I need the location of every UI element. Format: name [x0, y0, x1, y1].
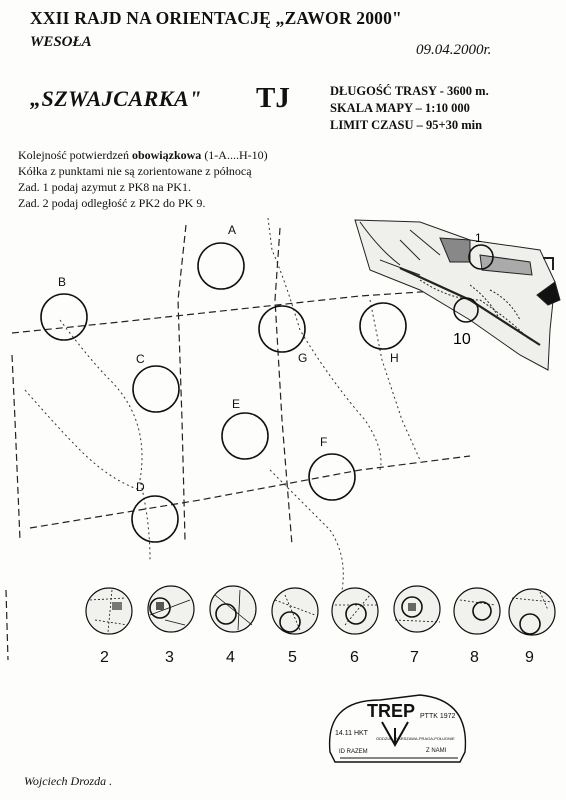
snippet-number: 8 — [470, 649, 479, 666]
dotted-paths — [25, 218, 420, 600]
control-circle-d — [132, 496, 178, 542]
stamp-emblem-icon — [382, 722, 408, 745]
route-name: „SZWAJCARKA" — [30, 86, 202, 111]
snippet-5 — [272, 588, 318, 666]
control-label-d: D — [136, 480, 145, 494]
control-circle-c — [133, 366, 179, 412]
instruction-line: Zad. 1 podaj azymut z PK8 na PK1. — [18, 180, 191, 194]
event-title: XXII RAJD NA ORIENTACJĘ „ZAWOR 2000" — [30, 8, 402, 28]
snippet-number: 2 — [100, 649, 109, 666]
snippet-7 — [394, 586, 440, 666]
route-length: DŁUGOŚĆ TRASY - 3600 m. — [330, 84, 489, 98]
stamp-bottom-right: Z NAMI — [426, 748, 447, 754]
map-snippets — [86, 586, 555, 666]
snippet-number: 5 — [288, 649, 297, 666]
event-date: 09.04.2000r. — [416, 42, 492, 58]
stamp-left: 14.11 HKT — [335, 730, 368, 737]
snippet-3 — [148, 586, 194, 666]
control-label-h: H — [390, 351, 399, 365]
snippet-number: 6 — [350, 649, 359, 666]
snippet-4 — [210, 586, 256, 666]
map-scale: SKALA MAPY – 1:10 000 — [330, 101, 470, 115]
control-circle-b — [41, 294, 87, 340]
control-label-a: A — [228, 223, 237, 237]
snippet-number: 4 — [226, 649, 235, 666]
instruction-suffix: (1-A....H-10) — [201, 148, 268, 162]
instruction-prefix: Kolejność potwierdzeń — [18, 148, 132, 162]
control-label-f: F — [320, 435, 328, 449]
stamp-right: PTTK 1972 — [420, 713, 456, 720]
control-label-g: G — [298, 351, 308, 365]
snippet-number: 7 — [410, 649, 419, 666]
time-limit: LIMIT CZASU – 95+30 min — [330, 118, 483, 132]
stamp-name: TREP — [367, 701, 416, 721]
event-place: WESOŁA — [30, 34, 92, 50]
control-points — [41, 243, 406, 542]
control-label-b: B — [58, 275, 67, 289]
marker-label: 1 — [475, 231, 482, 245]
club-stamp — [330, 695, 466, 762]
control-circle-f — [309, 454, 355, 500]
control-label-e: E — [232, 397, 241, 411]
instruction-line: Zad. 2 podaj odległość z PK2 do PK 9. — [18, 196, 206, 210]
control-circle-h — [360, 303, 406, 349]
stamp-bottom-left: ID RAZEM — [339, 749, 368, 755]
snippet-number: 9 — [525, 649, 534, 666]
instruction-line: Kółka z punktami nie są zorientowane z północą — [18, 164, 252, 178]
control-circle-g — [259, 306, 305, 352]
snippet-number: 3 — [165, 649, 174, 666]
snippet-9 — [509, 589, 555, 666]
control-label-c: C — [136, 352, 145, 366]
control-labels — [58, 223, 399, 494]
control-circle-e — [222, 413, 268, 459]
route-category: TJ — [256, 82, 290, 114]
marker-label: 10 — [453, 331, 471, 348]
control-circle-a — [198, 243, 244, 289]
instruction-bold: obowiązkowa — [131, 148, 202, 162]
stamp-center: ODDZIAŁ WARSZAWA-PRAGA-POŁUDNIE — [376, 736, 455, 741]
snippet-8 — [454, 588, 500, 666]
author-signature: Wojciech Drozda . — [24, 774, 113, 788]
snippet-6 — [332, 588, 378, 666]
snippet-2 — [86, 588, 132, 666]
